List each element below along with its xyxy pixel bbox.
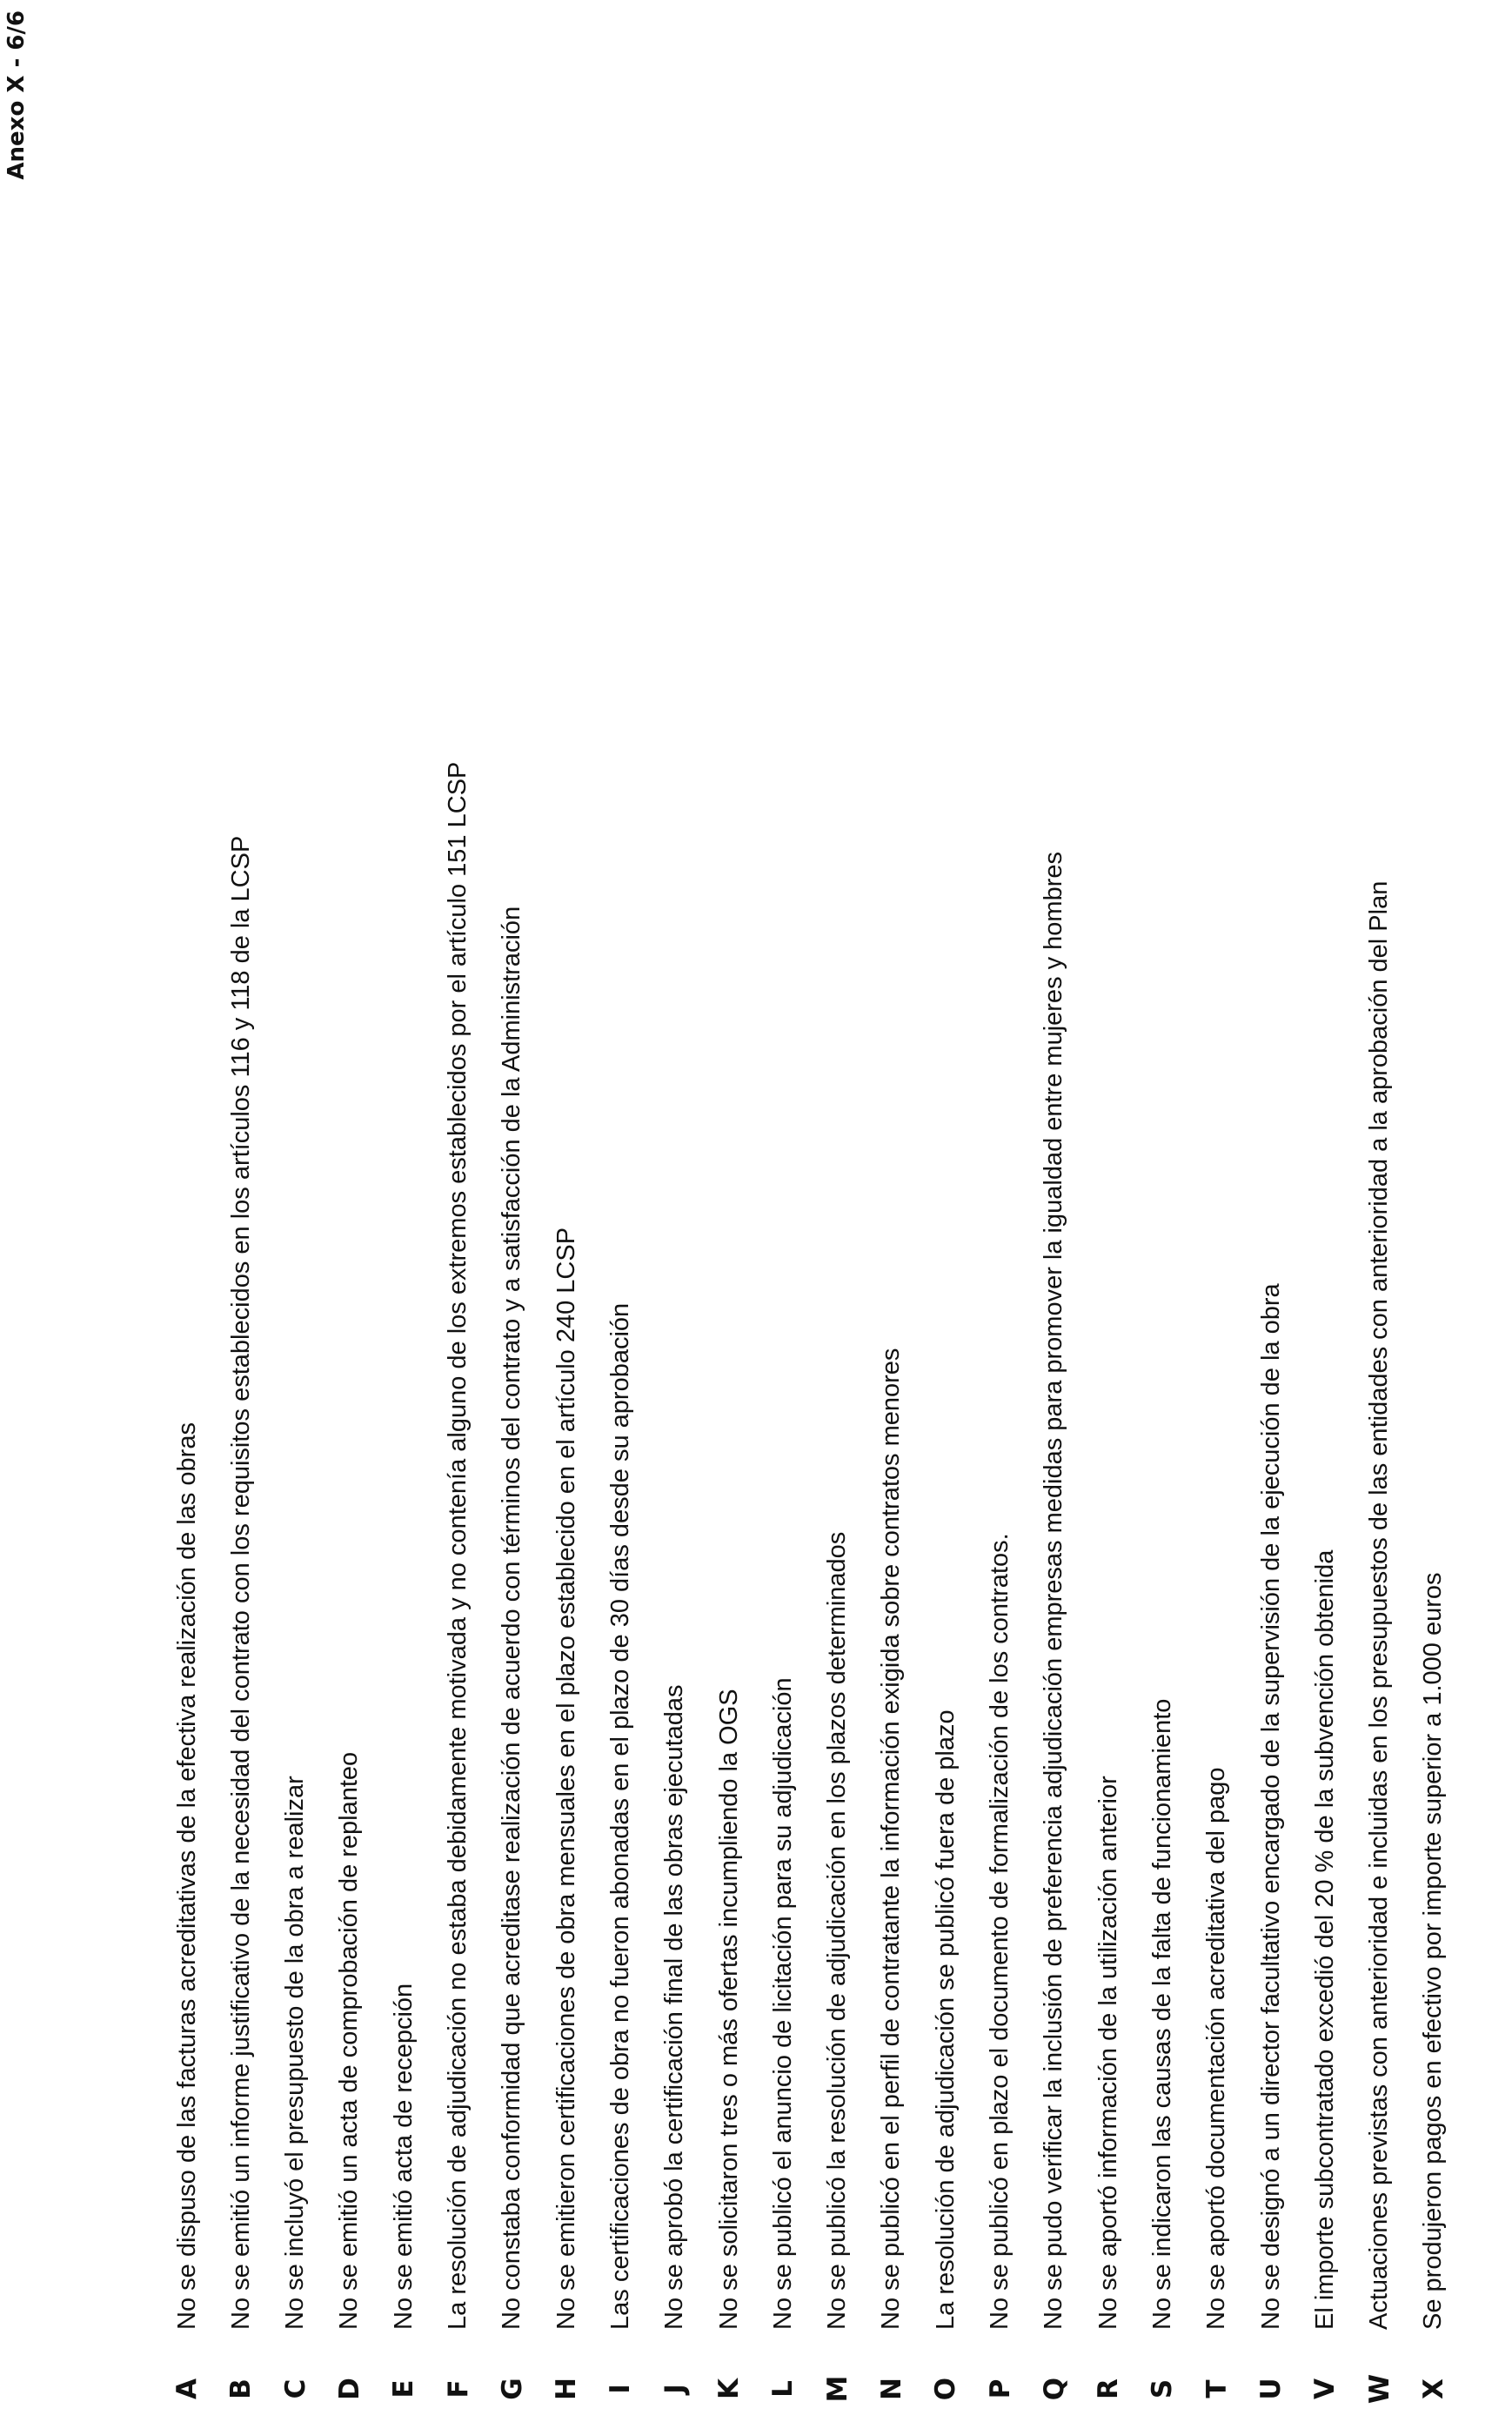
- legend-item-text: No constaba conformidad que acreditase realización de acuerdo con términos del contrato y a satisfacción de la Administración: [498, 906, 526, 2330]
- legend-item-text: No se aportó información de la utilización anterior: [1094, 1776, 1122, 2330]
- legend-item: [867, 66, 916, 2415]
- legend-item: [759, 66, 807, 2415]
- legend-item-code: I: [605, 2384, 637, 2394]
- legend-item: [325, 66, 374, 2415]
- legend-item: [1409, 66, 1458, 2415]
- legend-item: [1030, 66, 1079, 2415]
- legend-item-text: No se emitió un acta de comprobación de replanteo: [335, 1751, 364, 2330]
- legend-item-code: B: [225, 2378, 258, 2399]
- legend-item-text: No se incluyó el presupuesto de la obra a realizar: [281, 1776, 310, 2330]
- legend-item-text: No se aportó documentación acreditativa del pago: [1202, 1767, 1231, 2330]
- legend-item-text: La resolución de adjudicación se publicó fuera de plazo: [931, 1709, 960, 2330]
- legend-item: [1084, 66, 1133, 2415]
- legend-item-text: No se publicó en el perfil de contratante la información exigida sobre contratos menores: [877, 1348, 906, 2330]
- legend-item: [651, 66, 699, 2415]
- legend-item-code: N: [875, 2378, 907, 2400]
- legend-item: [705, 66, 753, 2415]
- legend-item-code: U: [1255, 2378, 1287, 2400]
- legend-item: [163, 66, 211, 2415]
- legend-item: [813, 66, 862, 2415]
- legend-item: [542, 66, 591, 2415]
- legend-item-text: No se publicó el anuncio de licitación para su adjudicación: [768, 1677, 797, 2330]
- annex-label: Anexo X - 6/6: [3, 10, 30, 180]
- legend-item-text: No se dispuso de las facturas acreditativas de la efectiva realización de las obras: [172, 1422, 201, 2330]
- legend-item-code: X: [1417, 2378, 1449, 2399]
- legend-item-code: V: [1309, 2378, 1341, 2399]
- legend-item: [976, 66, 1025, 2415]
- legend-item-code: J: [659, 2384, 691, 2394]
- legend-item-text: No se emitió un informe justificativo de la necesidad del contrato con los requisitos establecidos en los artículos 116 y 118 de la LCSP: [226, 835, 255, 2330]
- legend-item: [1193, 66, 1241, 2415]
- legend-item-code: H: [551, 2378, 583, 2400]
- legend-item: [217, 66, 265, 2415]
- legend-item: [434, 66, 483, 2415]
- legend-item-code: G: [496, 2378, 528, 2400]
- legend-item-code: P: [984, 2378, 1016, 2399]
- legend-item-code: F: [442, 2379, 474, 2398]
- legend-item-code: Q: [1038, 2377, 1070, 2401]
- legend-item-code: D: [333, 2378, 365, 2400]
- legend-item-code: L: [767, 2380, 799, 2398]
- legend-item: [1301, 66, 1349, 2415]
- legend-item-text: No se publicó en plazo el documento de formalización de los contratos.: [986, 1533, 1014, 2330]
- legend-item: [1355, 66, 1404, 2415]
- legend-item-text: Las certificaciones de obra no fueron abonadas en el plazo de 30 días desde su aprobación: [605, 1302, 634, 2330]
- legend-item-code: T: [1201, 2379, 1233, 2398]
- legend-item-text: Actuaciones previstas con anterioridad e incluidas en los presupuestos de las entidades con anterioridad a la aprobación del Plan: [1365, 880, 1394, 2330]
- legend-item: [1138, 66, 1187, 2415]
- legend-item-code: O: [930, 2377, 962, 2401]
- legend-item-code: R: [1093, 2378, 1125, 2399]
- legend-item-code: E: [388, 2379, 420, 2398]
- legend-item-text: El importe subcontratado excedió del 20 % de la subvención obtenida: [1310, 1549, 1339, 2330]
- legend-item: [488, 66, 537, 2415]
- legend-item-text: No se designó a un director facultativo encargado de la supervisión de la ejecución de la obra: [1256, 1283, 1285, 2330]
- legend-item-text: No se aprobó la certificación final de las obras ejecutadas: [660, 1684, 689, 2330]
- legend-item-text: No se emitió acta de recepción: [389, 1983, 418, 2330]
- legend-item: [596, 66, 645, 2415]
- legend-item-code: C: [279, 2378, 311, 2399]
- legend-item-text: No se publicó la resolución de adjudicación en los plazos determinados: [823, 1531, 852, 2330]
- legend-item-text: No se solicitaron tres o más ofertas incumpliendo la OGS: [714, 1689, 743, 2330]
- legend-item-text: La resolución de adjudicación no estaba debidamente motivada y no contenía alguno de los extremos establecidos por el artículo 151 LCSP: [444, 761, 472, 2330]
- legend-item-code: W: [1363, 2373, 1395, 2405]
- legend-item: [379, 66, 428, 2415]
- legend-item-code: S: [1147, 2378, 1179, 2399]
- legend-item: [271, 66, 320, 2415]
- legend-item-text: Se produjeron pagos en efectivo por importe superior a 1.000 euros: [1419, 1572, 1448, 2330]
- legend-item-code: M: [821, 2375, 853, 2403]
- legend-item: [921, 66, 970, 2415]
- legend-item-text: No se indicaron las causas de la falta de funcionamiento: [1147, 1698, 1176, 2330]
- legend-item-text: No se pudo verificar la inclusión de preferencia adjudicación empresas medidas para promover la igualdad entre mujeres y hombres: [1040, 851, 1068, 2330]
- legend-item: [1247, 66, 1295, 2415]
- legend-item-code: A: [171, 2378, 203, 2399]
- legend-item-text: No se emitieron certificaciones de obra mensuales en el plazo establecido en el artículo 240 LCSP: [552, 1227, 580, 2330]
- legend-item-code: K: [713, 2378, 745, 2400]
